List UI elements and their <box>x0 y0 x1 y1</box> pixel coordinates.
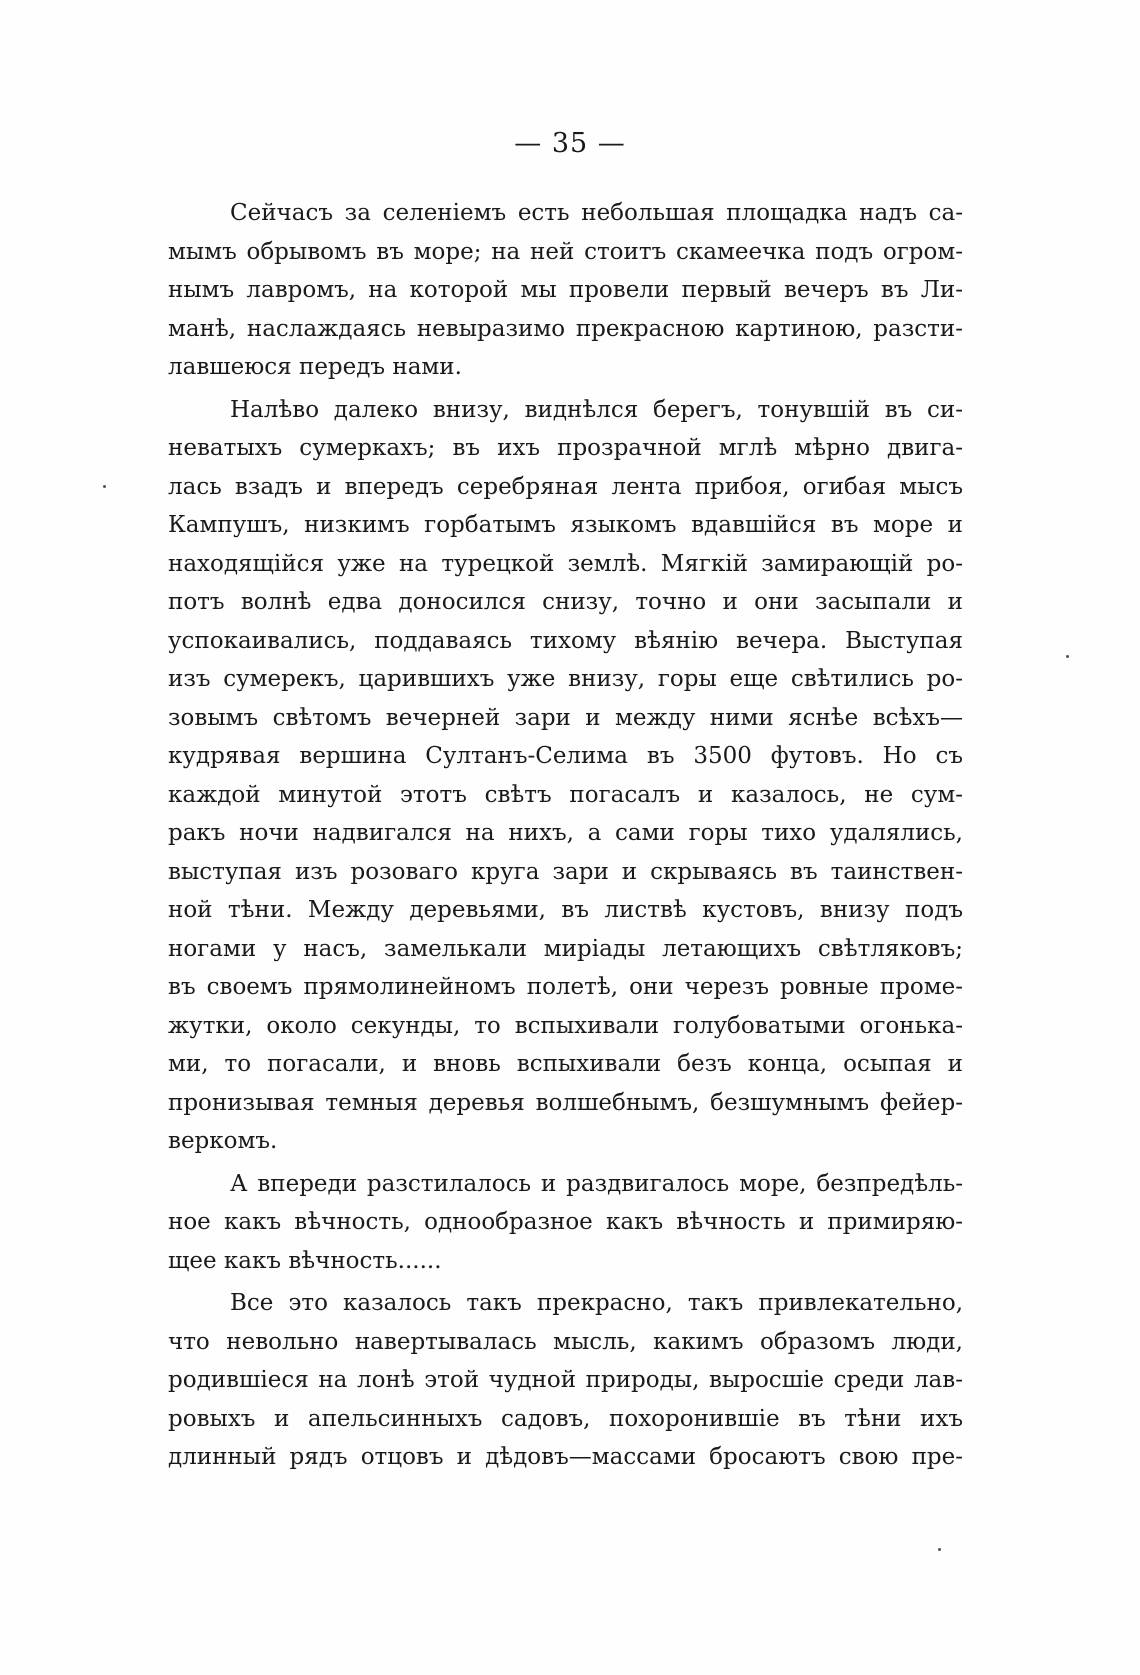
paragraph-2 <box>168 391 963 1161</box>
text-line: Налѣво далеко внизу, виднѣлся берегъ, тонувшій въ си- <box>230 396 963 423</box>
text-line: родившіеся на лонѣ этой чудной природы, выросшіе среди лав- <box>168 1367 963 1393</box>
text-line: кудрявая вершина Султанъ-Селима въ 3500 футовъ. Но съ <box>168 743 963 769</box>
text-line: ногами у насъ, замелькали миріады летающихъ свѣтляковъ; <box>168 935 963 962</box>
text-line: потъ волнѣ едва доносился снизу, точно и они засыпали и <box>168 589 963 615</box>
text-line: неватыхъ сумеркахъ; въ ихъ прозрачной мглѣ мѣрно двига- <box>168 435 963 461</box>
paragraph-1 <box>168 194 963 387</box>
text-line: успокаивались, поддаваясь тихому вѣянію вечера. Выступая <box>168 627 963 654</box>
text-line: ровыхъ и апельсинныхъ садовъ, похоронившіе въ тѣни ихъ <box>168 1405 963 1432</box>
text-line: Кампушъ, низкимъ горбатымъ языкомъ вдавшійся въ море и <box>168 512 963 538</box>
scan-speck <box>103 485 106 488</box>
text-line: ной тѣни. Между деревьями, въ листвѣ кустовъ, внизу подъ <box>168 897 963 923</box>
text-line: зовымъ свѣтомъ вечерней зари и между ними яснѣе всѣхъ— <box>168 704 963 731</box>
text-line: щее какъ вѣчность...... <box>168 1247 442 1274</box>
text-line: Все это казалось такъ прекрасно, такъ привлекательно, <box>230 1290 963 1316</box>
scan-speck <box>938 1548 941 1551</box>
text-line: веркомъ. <box>168 1128 278 1154</box>
text-line: Сейчасъ за селеніемъ есть небольшая площадка надъ са- <box>230 200 963 226</box>
scan-speck <box>1066 655 1069 658</box>
text-line: ное какъ вѣчность, однообразное какъ вѣчность и примиряю- <box>168 1209 963 1235</box>
text-line: нымъ лавромъ, на которой мы провели первый вечеръ въ Ли- <box>168 277 963 303</box>
text-line: находящійся уже на турецкой землѣ. Мягкій замирающій ро- <box>168 550 963 577</box>
text-line: лась взадъ и впередъ серебряная лента прибоя, огибая мысъ <box>168 473 963 500</box>
text-line: манѣ, наслаждаясь невыразимо прекрасною картиною, разсти- <box>168 315 963 342</box>
text-line: ракъ ночи надвигался на нихъ, а сами горы тихо удалялись, <box>168 820 963 846</box>
body-text <box>168 194 963 1477</box>
text-line: жутки, около секунды, то вспыхивали голубоватыми огонька- <box>168 1012 963 1039</box>
text-line: ми, то погасали, и вновь вспыхивали безъ конца, осыпая и <box>168 1051 963 1077</box>
text-line: лавшеюся передъ нами. <box>168 354 462 380</box>
paragraph-3 <box>168 1165 963 1281</box>
paragraph-4 <box>168 1284 963 1477</box>
text-line: мымъ обрывомъ въ море; на ней стоитъ скамеечка подъ огром- <box>168 238 963 265</box>
text-line: въ своемъ прямолинейномъ полетѣ, они черезъ ровные проме- <box>168 974 963 1000</box>
text-line: А впереди разстилалось и раздвигалось море, безпредѣль- <box>230 1170 963 1197</box>
text-line: что невольно навертывалась мысль, какимъ образомъ люди, <box>168 1328 963 1355</box>
page-number: — 35 — <box>514 128 626 159</box>
text-line: каждой минутой этотъ свѣтъ погасалъ и казалось, не сум- <box>168 781 963 808</box>
text-line: пронизывая темныя деревья волшебнымъ, безшумнымъ фейер- <box>168 1089 963 1116</box>
text-line: изъ сумерекъ, царившихъ уже внизу, горы еще свѣтились ро- <box>168 666 963 692</box>
text-line: выступая изъ розоваго круга зари и скрываясь въ таинствен- <box>168 858 963 885</box>
text-line: длинный рядъ отцовъ и дѣдовъ—массами бросаютъ свою пре- <box>168 1444 963 1470</box>
